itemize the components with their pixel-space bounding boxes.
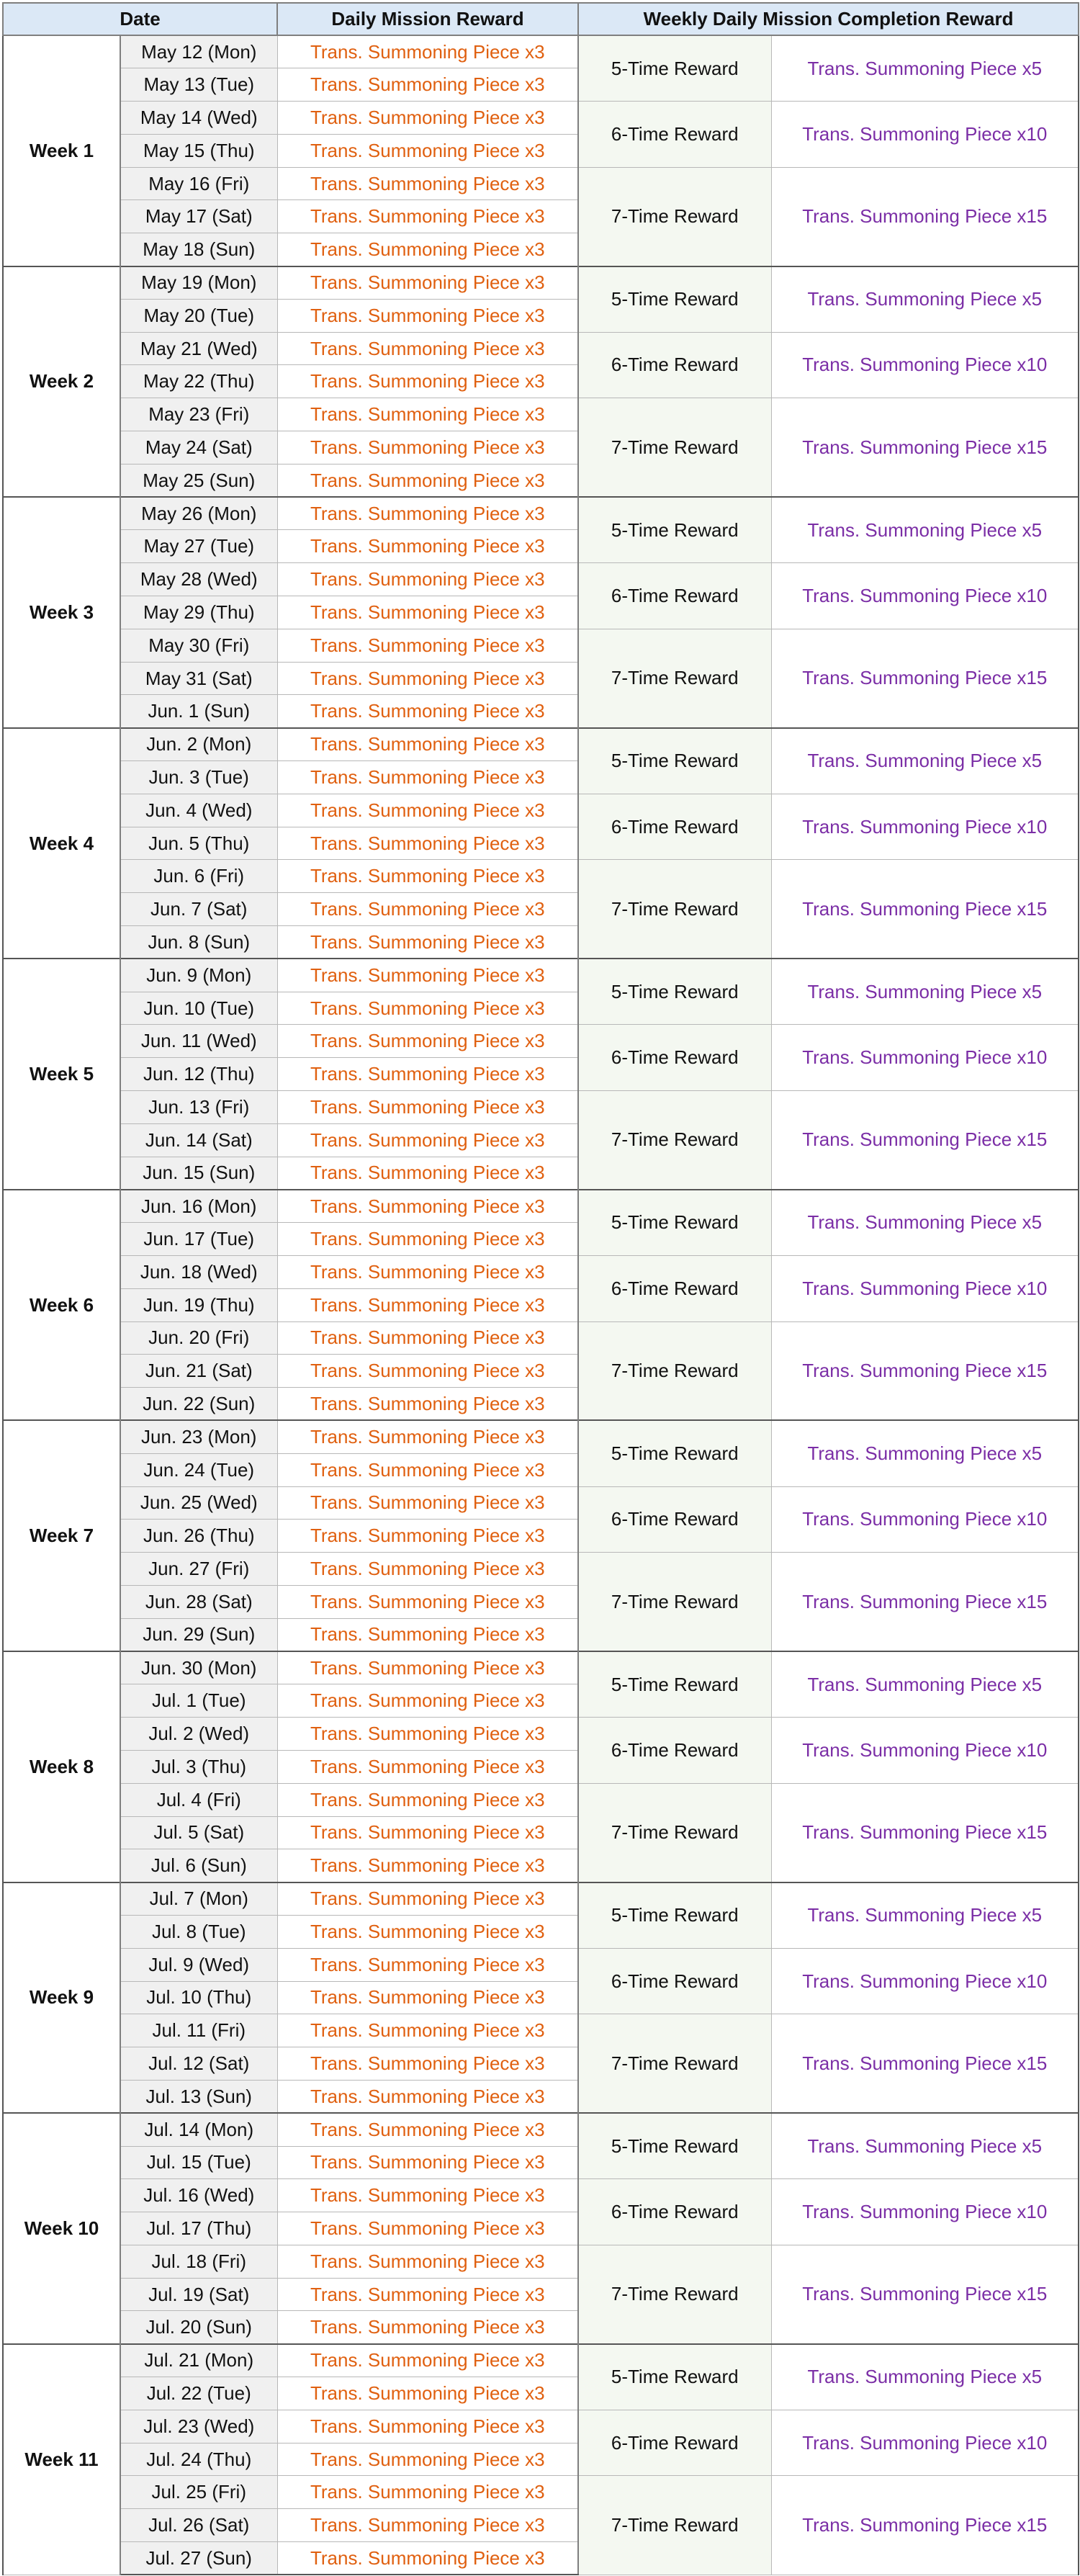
completion-tier-reward: Trans. Summoning Piece x15 xyxy=(771,2014,1079,2113)
date-cell: Jun. 5 (Thu) xyxy=(120,827,277,860)
table-row xyxy=(3,266,1079,300)
daily-reward-cell: Trans. Summoning Piece x3 xyxy=(277,497,578,530)
daily-reward-cell: Trans. Summoning Piece x3 xyxy=(277,365,578,398)
date-cell: May 15 (Thu) xyxy=(120,134,277,167)
date-cell: Jun. 6 (Fri) xyxy=(120,860,277,893)
daily-reward-cell: Trans. Summoning Piece x3 xyxy=(277,134,578,167)
date-cell: Jul. 16 (Wed) xyxy=(120,2179,277,2212)
date-cell: Jul. 8 (Tue) xyxy=(120,1915,277,1948)
table-row xyxy=(3,2410,1079,2443)
daily-reward-cell: Trans. Summoning Piece x3 xyxy=(277,1684,578,1718)
date-cell: Jun. 25 (Wed) xyxy=(120,1486,277,1520)
completion-tier-label: 6-Time Reward xyxy=(578,563,771,629)
completion-tier-label: 7-Time Reward xyxy=(578,860,771,959)
daily-reward-cell: Trans. Summoning Piece x3 xyxy=(277,1783,578,1816)
table-row xyxy=(3,1420,1079,1453)
completion-tier-reward: Trans. Summoning Piece x10 xyxy=(771,102,1079,168)
date-cell: Jun. 19 (Thu) xyxy=(120,1288,277,1321)
date-cell: Jul. 18 (Fri) xyxy=(120,2245,277,2278)
date-cell: May 23 (Fri) xyxy=(120,398,277,431)
week-label: Week 9 xyxy=(3,1882,120,2114)
daily-reward-cell: Trans. Summoning Piece x3 xyxy=(277,1618,578,1651)
daily-reward-cell: Trans. Summoning Piece x3 xyxy=(277,1388,578,1421)
date-cell: Jul. 4 (Fri) xyxy=(120,1783,277,1816)
completion-tier-reward: Trans. Summoning Piece x5 xyxy=(771,1190,1079,1256)
daily-reward-cell: Trans. Summoning Piece x3 xyxy=(277,167,578,200)
completion-tier-label: 5-Time Reward xyxy=(578,2113,771,2179)
date-cell: Jul. 10 (Thu) xyxy=(120,1981,277,2014)
week-label: Week 8 xyxy=(3,1651,120,1882)
schedule-container xyxy=(2,2,1078,2574)
completion-tier-label: 7-Time Reward xyxy=(578,398,771,497)
date-cell: Jul. 27 (Sun) xyxy=(120,2542,277,2575)
completion-tier-label: 7-Time Reward xyxy=(578,2014,771,2113)
completion-tier-reward: Trans. Summoning Piece x10 xyxy=(771,332,1079,398)
completion-tier-reward: Trans. Summoning Piece x10 xyxy=(771,1718,1079,1784)
date-cell: May 18 (Sun) xyxy=(120,233,277,266)
daily-reward-cell: Trans. Summoning Piece x3 xyxy=(277,2377,578,2410)
table-row xyxy=(3,332,1079,365)
completion-tier-label: 6-Time Reward xyxy=(578,794,771,860)
completion-tier-reward: Trans. Summoning Piece x15 xyxy=(771,167,1079,266)
daily-reward-cell: Trans. Summoning Piece x3 xyxy=(277,1190,578,1223)
date-cell: Jun. 23 (Mon) xyxy=(120,1420,277,1453)
table-body xyxy=(3,35,1079,2575)
date-cell: Jul. 24 (Thu) xyxy=(120,2443,277,2476)
completion-tier-reward: Trans. Summoning Piece x15 xyxy=(771,2476,1079,2575)
date-cell: Jun. 7 (Sat) xyxy=(120,893,277,926)
date-cell: May 16 (Fri) xyxy=(120,167,277,200)
daily-reward-cell: Trans. Summoning Piece x3 xyxy=(277,2509,578,2542)
completion-tier-label: 6-Time Reward xyxy=(578,102,771,168)
completion-tier-reward: Trans. Summoning Piece x10 xyxy=(771,2179,1079,2245)
completion-tier-label: 7-Time Reward xyxy=(578,1091,771,1190)
daily-reward-cell: Trans. Summoning Piece x3 xyxy=(277,1750,578,1783)
date-cell: Jun. 14 (Sat) xyxy=(120,1123,277,1157)
daily-reward-cell: Trans. Summoning Piece x3 xyxy=(277,2410,578,2443)
daily-reward-cell: Trans. Summoning Piece x3 xyxy=(277,893,578,926)
date-cell: Jul. 25 (Fri) xyxy=(120,2476,277,2509)
completion-tier-reward: Trans. Summoning Piece x10 xyxy=(771,794,1079,860)
completion-tier-reward: Trans. Summoning Piece x5 xyxy=(771,2113,1079,2179)
daily-reward-cell: Trans. Summoning Piece x3 xyxy=(277,827,578,860)
table-row xyxy=(3,2245,1079,2278)
table-row xyxy=(3,2179,1079,2212)
date-cell: Jun. 4 (Wed) xyxy=(120,794,277,827)
daily-reward-cell: Trans. Summoning Piece x3 xyxy=(277,35,578,68)
completion-tier-reward: Trans. Summoning Piece x10 xyxy=(771,1486,1079,1553)
date-cell: Jul. 13 (Sun) xyxy=(120,2080,277,2113)
table-row xyxy=(3,102,1079,135)
completion-tier-reward: Trans. Summoning Piece x10 xyxy=(771,2410,1079,2476)
daily-reward-cell: Trans. Summoning Piece x3 xyxy=(277,102,578,135)
date-cell: May 13 (Tue) xyxy=(120,68,277,102)
daily-reward-cell: Trans. Summoning Piece x3 xyxy=(277,398,578,431)
completion-tier-label: 5-Time Reward xyxy=(578,1190,771,1256)
daily-reward-cell: Trans. Summoning Piece x3 xyxy=(277,1651,578,1684)
mission-reward-table xyxy=(2,2,1079,2575)
date-cell: May 17 (Sat) xyxy=(120,200,277,233)
daily-reward-cell: Trans. Summoning Piece x3 xyxy=(277,1321,578,1355)
date-cell: May 12 (Mon) xyxy=(120,35,277,68)
daily-reward-cell: Trans. Summoning Piece x3 xyxy=(277,1981,578,2014)
daily-reward-cell: Trans. Summoning Piece x3 xyxy=(277,1520,578,1553)
completion-tier-reward: Trans. Summoning Piece x10 xyxy=(771,1948,1079,2014)
daily-reward-cell: Trans. Summoning Piece x3 xyxy=(277,2179,578,2212)
week-label: Week 4 xyxy=(3,728,120,959)
completion-tier-label: 6-Time Reward xyxy=(578,1718,771,1784)
date-cell: May 24 (Sat) xyxy=(120,431,277,465)
daily-reward-cell: Trans. Summoning Piece x3 xyxy=(277,1948,578,1981)
date-cell: Jun. 22 (Sun) xyxy=(120,1388,277,1421)
daily-reward-cell: Trans. Summoning Piece x3 xyxy=(277,1025,578,1058)
daily-reward-cell: Trans. Summoning Piece x3 xyxy=(277,728,578,761)
date-cell: May 29 (Thu) xyxy=(120,596,277,629)
daily-reward-cell: Trans. Summoning Piece x3 xyxy=(277,2080,578,2113)
date-cell: May 21 (Wed) xyxy=(120,332,277,365)
daily-reward-cell: Trans. Summoning Piece x3 xyxy=(277,596,578,629)
table-row xyxy=(3,629,1079,662)
date-cell: Jul. 22 (Tue) xyxy=(120,2377,277,2410)
week-label: Week 10 xyxy=(3,2113,120,2344)
date-cell: Jun. 10 (Tue) xyxy=(120,992,277,1025)
date-cell: May 30 (Fri) xyxy=(120,629,277,662)
date-cell: Jul. 14 (Mon) xyxy=(120,2113,277,2146)
completion-tier-reward: Trans. Summoning Piece x15 xyxy=(771,860,1079,959)
daily-reward-cell: Trans. Summoning Piece x3 xyxy=(277,629,578,662)
table-row xyxy=(3,1321,1079,1355)
daily-reward-cell: Trans. Summoning Piece x3 xyxy=(277,68,578,102)
daily-reward-cell: Trans. Summoning Piece x3 xyxy=(277,1058,578,1091)
date-cell: Jun. 1 (Sun) xyxy=(120,695,277,728)
completion-tier-label: 6-Time Reward xyxy=(578,2410,771,2476)
week-label: Week 5 xyxy=(3,959,120,1190)
daily-reward-cell: Trans. Summoning Piece x3 xyxy=(277,1420,578,1453)
daily-reward-cell: Trans. Summoning Piece x3 xyxy=(277,1486,578,1520)
date-cell: Jun. 12 (Thu) xyxy=(120,1058,277,1091)
completion-tier-label: 6-Time Reward xyxy=(578,2179,771,2245)
date-cell: Jun. 3 (Tue) xyxy=(120,761,277,794)
date-cell: Jun. 15 (Sun) xyxy=(120,1157,277,1190)
daily-reward-cell: Trans. Summoning Piece x3 xyxy=(277,860,578,893)
daily-reward-cell: Trans. Summoning Piece x3 xyxy=(277,233,578,266)
daily-reward-cell: Trans. Summoning Piece x3 xyxy=(277,464,578,497)
daily-reward-cell: Trans. Summoning Piece x3 xyxy=(277,794,578,827)
date-cell: Jul. 3 (Thu) xyxy=(120,1750,277,1783)
table-row xyxy=(3,563,1079,596)
header-daily-mission-reward: Daily Mission Reward xyxy=(277,3,578,35)
table-row xyxy=(3,1783,1079,1816)
completion-tier-reward: Trans. Summoning Piece x10 xyxy=(771,1255,1079,1321)
daily-reward-cell: Trans. Summoning Piece x3 xyxy=(277,1915,578,1948)
date-cell: Jul. 23 (Wed) xyxy=(120,2410,277,2443)
date-cell: Jul. 15 (Tue) xyxy=(120,2146,277,2179)
completion-tier-label: 7-Time Reward xyxy=(578,1783,771,1882)
completion-tier-label: 7-Time Reward xyxy=(578,1553,771,1651)
table-row xyxy=(3,167,1079,200)
date-cell: Jun. 2 (Mon) xyxy=(120,728,277,761)
date-cell: Jul. 2 (Wed) xyxy=(120,1718,277,1751)
completion-tier-label: 5-Time Reward xyxy=(578,1882,771,1949)
completion-tier-label: 5-Time Reward xyxy=(578,728,771,794)
table-row xyxy=(3,794,1079,827)
date-cell: Jul. 21 (Mon) xyxy=(120,2344,277,2377)
table-row xyxy=(3,398,1079,431)
date-cell: Jul. 17 (Thu) xyxy=(120,2212,277,2245)
daily-reward-cell: Trans. Summoning Piece x3 xyxy=(277,266,578,300)
completion-tier-label: 6-Time Reward xyxy=(578,1255,771,1321)
daily-reward-cell: Trans. Summoning Piece x3 xyxy=(277,431,578,465)
daily-reward-cell: Trans. Summoning Piece x3 xyxy=(277,959,578,992)
completion-tier-reward: Trans. Summoning Piece x15 xyxy=(771,398,1079,497)
completion-tier-label: 6-Time Reward xyxy=(578,332,771,398)
completion-tier-reward: Trans. Summoning Piece x10 xyxy=(771,563,1079,629)
date-cell: Jun. 29 (Sun) xyxy=(120,1618,277,1651)
daily-reward-cell: Trans. Summoning Piece x3 xyxy=(277,2146,578,2179)
table-row xyxy=(3,1486,1079,1520)
week-label: Week 3 xyxy=(3,497,120,728)
week-label: Week 1 xyxy=(3,35,120,266)
daily-reward-cell: Trans. Summoning Piece x3 xyxy=(277,926,578,959)
table-row xyxy=(3,1553,1079,1586)
week-label: Week 6 xyxy=(3,1190,120,1421)
daily-reward-cell: Trans. Summoning Piece x3 xyxy=(277,992,578,1025)
daily-reward-cell: Trans. Summoning Piece x3 xyxy=(277,761,578,794)
date-cell: May 31 (Sat) xyxy=(120,662,277,695)
date-cell: Jun. 8 (Sun) xyxy=(120,926,277,959)
daily-reward-cell: Trans. Summoning Piece x3 xyxy=(277,332,578,365)
completion-tier-reward: Trans. Summoning Piece x15 xyxy=(771,1553,1079,1651)
daily-reward-cell: Trans. Summoning Piece x3 xyxy=(277,2542,578,2575)
completion-tier-reward: Trans. Summoning Piece x5 xyxy=(771,35,1079,102)
table-row xyxy=(3,2344,1079,2377)
completion-tier-label: 5-Time Reward xyxy=(578,959,771,1025)
daily-reward-cell: Trans. Summoning Piece x3 xyxy=(277,1453,578,1486)
completion-tier-reward: Trans. Summoning Piece x5 xyxy=(771,1420,1079,1486)
date-cell: Jun. 26 (Thu) xyxy=(120,1520,277,1553)
date-cell: Jul. 1 (Tue) xyxy=(120,1684,277,1718)
completion-tier-reward: Trans. Summoning Piece x5 xyxy=(771,266,1079,333)
completion-tier-label: 6-Time Reward xyxy=(578,1486,771,1553)
date-cell: Jun. 9 (Mon) xyxy=(120,959,277,992)
table-row xyxy=(3,35,1079,68)
date-cell: Jul. 12 (Sat) xyxy=(120,2047,277,2081)
completion-tier-reward: Trans. Summoning Piece x5 xyxy=(771,959,1079,1025)
completion-tier-reward: Trans. Summoning Piece x15 xyxy=(771,2245,1079,2343)
completion-tier-reward: Trans. Summoning Piece x5 xyxy=(771,1882,1079,1949)
completion-tier-reward: Trans. Summoning Piece x15 xyxy=(771,1783,1079,1882)
daily-reward-cell: Trans. Summoning Piece x3 xyxy=(277,1849,578,1882)
daily-reward-cell: Trans. Summoning Piece x3 xyxy=(277,530,578,563)
daily-reward-cell: Trans. Summoning Piece x3 xyxy=(277,1585,578,1618)
date-cell: May 22 (Thu) xyxy=(120,365,277,398)
completion-tier-reward: Trans. Summoning Piece x10 xyxy=(771,1025,1079,1091)
table-row xyxy=(3,1948,1079,1981)
completion-tier-label: 5-Time Reward xyxy=(578,35,771,102)
completion-tier-reward: Trans. Summoning Piece x15 xyxy=(771,1321,1079,1420)
daily-reward-cell: Trans. Summoning Piece x3 xyxy=(277,2443,578,2476)
date-cell: Jun. 17 (Tue) xyxy=(120,1223,277,1256)
completion-tier-label: 5-Time Reward xyxy=(578,266,771,333)
daily-reward-cell: Trans. Summoning Piece x3 xyxy=(277,1553,578,1586)
date-cell: Jul. 26 (Sat) xyxy=(120,2509,277,2542)
date-cell: May 27 (Tue) xyxy=(120,530,277,563)
daily-reward-cell: Trans. Summoning Piece x3 xyxy=(277,299,578,332)
date-cell: Jun. 28 (Sat) xyxy=(120,1585,277,1618)
completion-tier-label: 6-Time Reward xyxy=(578,1948,771,2014)
date-cell: Jul. 19 (Sat) xyxy=(120,2278,277,2311)
date-cell: Jul. 6 (Sun) xyxy=(120,1849,277,1882)
date-cell: Jul. 20 (Sun) xyxy=(120,2311,277,2344)
completion-tier-label: 7-Time Reward xyxy=(578,1321,771,1420)
daily-reward-cell: Trans. Summoning Piece x3 xyxy=(277,1882,578,1916)
completion-tier-label: 6-Time Reward xyxy=(578,1025,771,1091)
date-cell: Jul. 5 (Sat) xyxy=(120,1816,277,1849)
daily-reward-cell: Trans. Summoning Piece x3 xyxy=(277,2113,578,2146)
date-cell: Jul. 9 (Wed) xyxy=(120,1948,277,1981)
completion-tier-reward: Trans. Summoning Piece x5 xyxy=(771,2344,1079,2410)
daily-reward-cell: Trans. Summoning Piece x3 xyxy=(277,2278,578,2311)
completion-tier-reward: Trans. Summoning Piece x5 xyxy=(771,497,1079,563)
completion-tier-label: 5-Time Reward xyxy=(578,2344,771,2410)
date-cell: Jun. 21 (Sat) xyxy=(120,1355,277,1388)
daily-reward-cell: Trans. Summoning Piece x3 xyxy=(277,563,578,596)
completion-tier-label: 7-Time Reward xyxy=(578,167,771,266)
date-cell: May 19 (Mon) xyxy=(120,266,277,300)
date-cell: May 20 (Tue) xyxy=(120,299,277,332)
date-cell: Jun. 16 (Mon) xyxy=(120,1190,277,1223)
daily-reward-cell: Trans. Summoning Piece x3 xyxy=(277,1816,578,1849)
table-row xyxy=(3,1025,1079,1058)
completion-tier-label: 7-Time Reward xyxy=(578,2245,771,2343)
date-cell: May 14 (Wed) xyxy=(120,102,277,135)
daily-reward-cell: Trans. Summoning Piece x3 xyxy=(277,662,578,695)
table-row xyxy=(3,1255,1079,1288)
header-weekly-completion-reward: Weekly Daily Mission Completion Reward xyxy=(578,3,1079,35)
table-row xyxy=(3,2113,1079,2146)
daily-reward-cell: Trans. Summoning Piece x3 xyxy=(277,1718,578,1751)
daily-reward-cell: Trans. Summoning Piece x3 xyxy=(277,2212,578,2245)
daily-reward-cell: Trans. Summoning Piece x3 xyxy=(277,1355,578,1388)
completion-tier-label: 5-Time Reward xyxy=(578,1420,771,1486)
table-row xyxy=(3,1091,1079,1124)
completion-tier-label: 7-Time Reward xyxy=(578,629,771,727)
completion-tier-reward: Trans. Summoning Piece x15 xyxy=(771,1091,1079,1190)
daily-reward-cell: Trans. Summoning Piece x3 xyxy=(277,200,578,233)
daily-reward-cell: Trans. Summoning Piece x3 xyxy=(277,1123,578,1157)
date-cell: May 26 (Mon) xyxy=(120,497,277,530)
daily-reward-cell: Trans. Summoning Piece x3 xyxy=(277,1157,578,1190)
date-cell: Jun. 13 (Fri) xyxy=(120,1091,277,1124)
daily-reward-cell: Trans. Summoning Piece x3 xyxy=(277,2047,578,2081)
completion-tier-label: 7-Time Reward xyxy=(578,2476,771,2575)
daily-reward-cell: Trans. Summoning Piece x3 xyxy=(277,1255,578,1288)
date-cell: Jun. 27 (Fri) xyxy=(120,1553,277,1586)
daily-reward-cell: Trans. Summoning Piece x3 xyxy=(277,2344,578,2377)
table-row xyxy=(3,497,1079,530)
daily-reward-cell: Trans. Summoning Piece x3 xyxy=(277,1091,578,1124)
daily-reward-cell: Trans. Summoning Piece x3 xyxy=(277,2245,578,2278)
table-row xyxy=(3,2014,1079,2047)
date-cell: Jun. 18 (Wed) xyxy=(120,1255,277,1288)
daily-reward-cell: Trans. Summoning Piece x3 xyxy=(277,2311,578,2344)
table-header-row xyxy=(3,3,1079,35)
daily-reward-cell: Trans. Summoning Piece x3 xyxy=(277,2476,578,2509)
week-label: Week 11 xyxy=(3,2344,120,2575)
date-cell: Jun. 24 (Tue) xyxy=(120,1453,277,1486)
completion-tier-reward: Trans. Summoning Piece x15 xyxy=(771,629,1079,727)
table-row xyxy=(3,959,1079,992)
daily-reward-cell: Trans. Summoning Piece x3 xyxy=(277,1223,578,1256)
completion-tier-reward: Trans. Summoning Piece x5 xyxy=(771,728,1079,794)
completion-tier-reward: Trans. Summoning Piece x5 xyxy=(771,1651,1079,1718)
completion-tier-label: 5-Time Reward xyxy=(578,1651,771,1718)
table-row xyxy=(3,728,1079,761)
date-cell: Jun. 20 (Fri) xyxy=(120,1321,277,1355)
daily-reward-cell: Trans. Summoning Piece x3 xyxy=(277,695,578,728)
date-cell: Jun. 30 (Mon) xyxy=(120,1651,277,1684)
completion-tier-label: 5-Time Reward xyxy=(578,497,771,563)
header-date: Date xyxy=(3,3,277,35)
date-cell: May 28 (Wed) xyxy=(120,563,277,596)
table-row xyxy=(3,2476,1079,2509)
table-row xyxy=(3,1718,1079,1751)
date-cell: Jun. 11 (Wed) xyxy=(120,1025,277,1058)
week-label: Week 2 xyxy=(3,266,120,498)
daily-reward-cell: Trans. Summoning Piece x3 xyxy=(277,2014,578,2047)
date-cell: Jul. 7 (Mon) xyxy=(120,1882,277,1916)
daily-reward-cell: Trans. Summoning Piece x3 xyxy=(277,1288,578,1321)
date-cell: Jul. 11 (Fri) xyxy=(120,2014,277,2047)
table-row xyxy=(3,860,1079,893)
table-row xyxy=(3,1882,1079,1916)
table-row xyxy=(3,1651,1079,1684)
week-label: Week 7 xyxy=(3,1420,120,1651)
table-row xyxy=(3,1190,1079,1223)
date-cell: May 25 (Sun) xyxy=(120,464,277,497)
